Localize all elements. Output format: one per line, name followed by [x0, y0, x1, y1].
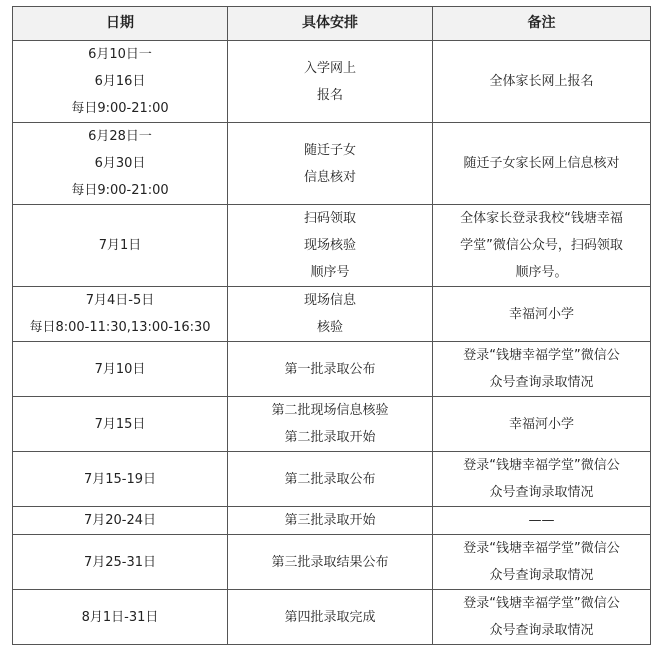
note-cell — [433, 287, 651, 342]
cell-line: 顺序号。 — [515, 265, 568, 280]
cell-line: 每日9:00-21:00 — [71, 101, 169, 116]
plan-cell — [228, 41, 433, 123]
plan-cell — [228, 535, 433, 590]
cell-line: 7月15日 — [94, 416, 146, 432]
cell-line: 第二批现场信息核验 — [271, 403, 389, 418]
header-note: 备注 — [433, 7, 651, 41]
cell-line: 全体家长登录我校“钱塘幸福 — [460, 211, 623, 226]
note-cell — [433, 41, 651, 123]
cell-line: 众号查询录取情况 — [489, 623, 594, 638]
table-row — [13, 41, 651, 123]
cell-line: 第四批录取完成 — [284, 609, 376, 625]
cell-line: 扫码领取 — [303, 211, 356, 226]
date-cell — [13, 41, 228, 123]
cell-line: 7月4日-5日 — [85, 293, 155, 308]
table-row — [13, 123, 651, 205]
cell-line: 顺序号 — [310, 265, 350, 280]
cell-line: 核验 — [316, 320, 343, 335]
table-row — [13, 287, 651, 342]
cell-line: 众号查询录取情况 — [489, 568, 594, 583]
date-cell — [13, 342, 228, 397]
note-cell — [433, 590, 651, 645]
cell-line: 7月10日 — [94, 361, 146, 377]
table-row — [13, 452, 651, 507]
date-cell — [13, 287, 228, 342]
plan-cell — [228, 590, 433, 645]
cell-line: 登录“钱塘幸福学堂”微信公 — [463, 541, 620, 556]
cell-line: 每日8:00-11:30,13:00-16:30 — [29, 320, 211, 335]
plan-cell — [228, 123, 433, 205]
cell-line: —— — [528, 513, 555, 528]
header-date: 日期 — [13, 7, 228, 41]
cell-line: 信息核对 — [303, 169, 356, 185]
plan-cell — [228, 452, 433, 507]
cell-line: 8月1日-31日 — [81, 609, 159, 625]
date-cell — [13, 397, 228, 452]
cell-line: 第一批录取公布 — [284, 361, 376, 377]
cell-line: 幸福河小学 — [508, 416, 574, 432]
schedule-table — [12, 6, 651, 645]
note-cell — [433, 342, 651, 397]
cell-line: 第二批录取公布 — [284, 471, 376, 487]
table-row — [13, 397, 651, 452]
plan-cell — [228, 287, 433, 342]
cell-line: 登录“钱塘幸福学堂”微信公 — [463, 348, 620, 363]
cell-line: 第二批录取开始 — [284, 430, 376, 445]
cell-line: 每日9:00-21:00 — [71, 183, 169, 198]
note-cell — [433, 123, 651, 205]
cell-line: 第三批录取结果公布 — [271, 554, 389, 570]
cell-line: 学堂”微信公众号，扫码领取 — [460, 238, 623, 253]
date-cell — [13, 590, 228, 645]
table-row — [13, 507, 651, 535]
header-plan: 具体安排 — [228, 7, 433, 41]
table-row — [13, 342, 651, 397]
cell-line: 7月25-31日 — [83, 554, 157, 570]
cell-line: 第三批录取开始 — [284, 513, 376, 528]
note-cell — [433, 452, 651, 507]
note-cell — [433, 205, 651, 287]
cell-line: 7月20-24日 — [83, 513, 157, 528]
table-row — [13, 535, 651, 590]
plan-cell — [228, 342, 433, 397]
header-row — [13, 7, 651, 41]
cell-line: 现场核验 — [303, 238, 356, 253]
cell-line: 7月1日 — [98, 238, 142, 253]
date-cell — [13, 123, 228, 205]
date-cell — [13, 205, 228, 287]
cell-line: 报名 — [316, 87, 343, 103]
note-cell — [433, 507, 651, 535]
cell-line: 登录“钱塘幸福学堂”微信公 — [463, 458, 620, 473]
cell-line: 6月10日一 — [88, 47, 152, 62]
cell-line: 入学网上 — [303, 60, 356, 76]
plan-cell — [228, 507, 433, 535]
cell-line: 众号查询录取情况 — [489, 375, 594, 390]
cell-line: 7月15-19日 — [83, 471, 157, 487]
cell-line: 登录“钱塘幸福学堂”微信公 — [463, 596, 620, 611]
table-row — [13, 590, 651, 645]
cell-line: 6月28日一 — [88, 129, 152, 144]
date-cell — [13, 452, 228, 507]
date-cell — [13, 507, 228, 535]
note-cell — [433, 535, 651, 590]
cell-line: 全体家长网上报名 — [489, 74, 594, 89]
plan-cell — [228, 397, 433, 452]
note-cell — [433, 397, 651, 452]
table-row — [13, 205, 651, 287]
cell-line: 随迁子女 — [303, 142, 356, 158]
plan-cell — [228, 205, 433, 287]
cell-line: 6月30日 — [94, 156, 146, 171]
cell-line: 随迁子女家长网上信息核对 — [463, 156, 620, 171]
cell-line: 幸福河小学 — [508, 306, 574, 322]
cell-line: 6月16日 — [94, 74, 146, 89]
cell-line: 现场信息 — [303, 293, 356, 308]
cell-line: 众号查询录取情况 — [489, 485, 594, 500]
date-cell — [13, 535, 228, 590]
